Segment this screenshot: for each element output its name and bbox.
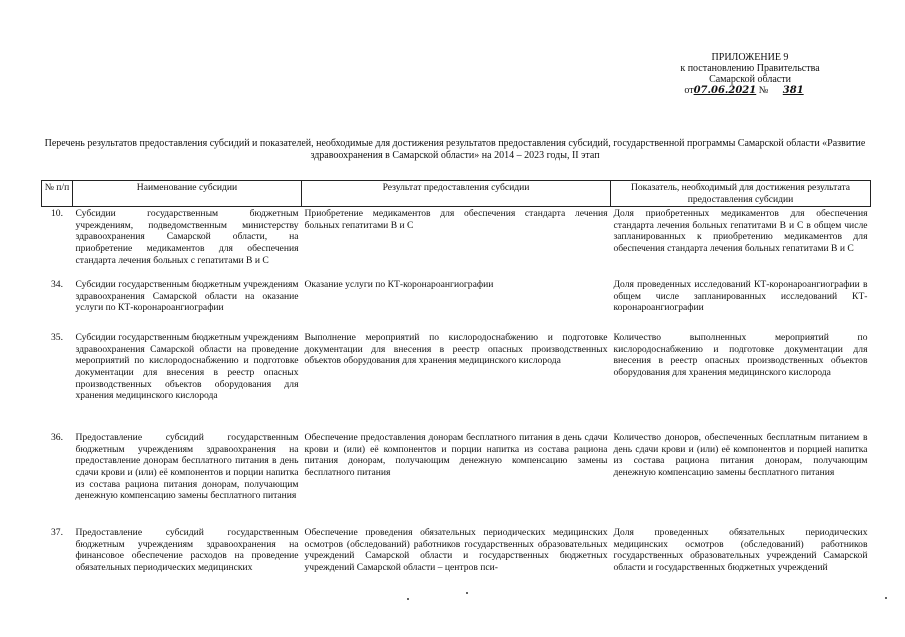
row-number: 37. xyxy=(51,527,63,539)
subsidy-table xyxy=(41,180,870,575)
row-indicator: Количество доноров, обеспеченных бесплатным питанием в день сдачи крови и (или) её компонентов и порцией напитка из состава рациона питания донорам, получающим денежную компенсацию замены бесплатного питания xyxy=(613,432,868,478)
table-header-row xyxy=(42,181,871,207)
header-indicator: Показатель, необходимый для достижения результата предоставления субсидии xyxy=(611,181,871,207)
row-subsidy-name: Предоставление субсидий государственным бюджетным учреждениям здравоохранения на предоставление донорам бесплатного питания в день сдачи крови и (или) её компонентов и порции напитка из состава рациона питания донорам, получающим денежную компенсацию замены бесплатного питания xyxy=(75,432,299,502)
appendix-region-line: Самарской области xyxy=(709,74,791,85)
row-number: 35. xyxy=(51,332,63,344)
results-table xyxy=(41,180,871,575)
row-number: 36. xyxy=(51,432,63,444)
table-row xyxy=(42,432,871,527)
row-subsidy-name: Субсидии государственным бюджетным учреждениям здравоохранения Самарской области на проведение мероприятий по кислородоснабжению и подготовке документации для внесения в реестр опасных производственных объектов оборудования для хранения медицинского кислорода xyxy=(75,332,299,402)
row-indicator: Доля проведенных обязательных периодических медицинских осмотров (обследований) работников государственных образовательных учреждений Самарской области и государственных бюджетных учреждений xyxy=(613,527,868,573)
appendix-block xyxy=(640,52,860,96)
header-number: № п/п xyxy=(42,181,73,207)
handwritten-number: 381 xyxy=(782,85,804,96)
table-row xyxy=(42,207,871,280)
row-indicator: Доля приобретенных медикаментов для обеспечения стандарта лечения больных гепатитами В и С в общем числе запланированных к приобретению медикаментов для обеспечения стандарта лечения больных гепатитами В и С xyxy=(613,208,868,254)
row-indicator: Количество выполненных мероприятий по кислородоснабжению и подготовке документации для внесения в реестр опасных производственных объектов оборудования для хранения медицинского кислорода xyxy=(613,332,868,378)
row-number: 10. xyxy=(51,208,63,220)
header-result: Результат предоставления субсидии xyxy=(302,181,611,207)
table-row xyxy=(42,332,871,432)
row-number: 34. xyxy=(51,279,63,291)
date-prefix: от xyxy=(684,85,694,96)
appendix-title: ПРИЛОЖЕНИЕ 9 xyxy=(711,52,789,63)
row-result: Обеспечение проведения обязательных периодических медицинских осмотров (обследований) работников государственных образовательных учреждений Самарской области и государственных бюджетных учреждений Самарской области – центров пси- xyxy=(304,527,608,573)
row-subsidy-name: Предоставление субсидий государственным бюджетным учреждениям здравоохранения на финансовое обеспечение расходов на проведение обязательных периодических медицинских xyxy=(75,527,299,573)
row-subsidy-name: Субсидии государственным бюджетным учреждениям, подведомственным министерству здравоохранения Самарской области, на приобретение медикаментов для обеспечения стандарта лечения больных с гепатитами В и С xyxy=(75,208,299,266)
row-subsidy-name: Субсидии государственным бюджетным учреждениям здравоохранения Самарской области на оказание услуги по КТ-коронароангиографии xyxy=(75,279,299,314)
header-subsidy-name: Наименование субсидии xyxy=(73,181,302,207)
row-result: Приобретение медикаментов для обеспечения стандарта лечения больных гепатитами В и С xyxy=(304,208,608,231)
document-title: Перечень результатов предоставления субсидий и показателей, необходимые для достижения результатов предоставления субсидий, государственной программы Самарской области «Развитие здравоохранения в Самарской области» на 2014 – 2023 годы, II этап xyxy=(44,138,866,161)
row-result: Обеспечение предоставления донорам бесплатного питания в день сдачи крови и (или) её компонентов и порции напитка из состава рациона питания донорам, получающим денежную компенсацию замены бесплатного питания xyxy=(304,432,608,478)
appendix-date-line xyxy=(640,85,860,96)
appendix-resolution-line: к постановлению Правительства xyxy=(680,63,820,74)
scan-speck xyxy=(407,598,409,600)
scan-speck xyxy=(466,592,468,594)
table-row xyxy=(42,527,871,575)
scan-speck xyxy=(885,597,887,599)
row-result: Выполнение мероприятий по кислородоснабжению и подготовке документации для внесения в реестр опасных производственных объектов оборудования для хранения медицинского кислорода xyxy=(304,332,608,367)
handwritten-date: 07.06.2021 xyxy=(693,85,757,96)
table-row xyxy=(42,279,871,332)
row-indicator: Доля проведенных исследований КТ-коронароангиографии в общем числе запланированных исследований КТ-коронароангиографии xyxy=(613,279,868,314)
number-prefix: № xyxy=(758,85,769,96)
row-result: Оказание услуги по КТ-коронароангиографии xyxy=(304,279,494,291)
